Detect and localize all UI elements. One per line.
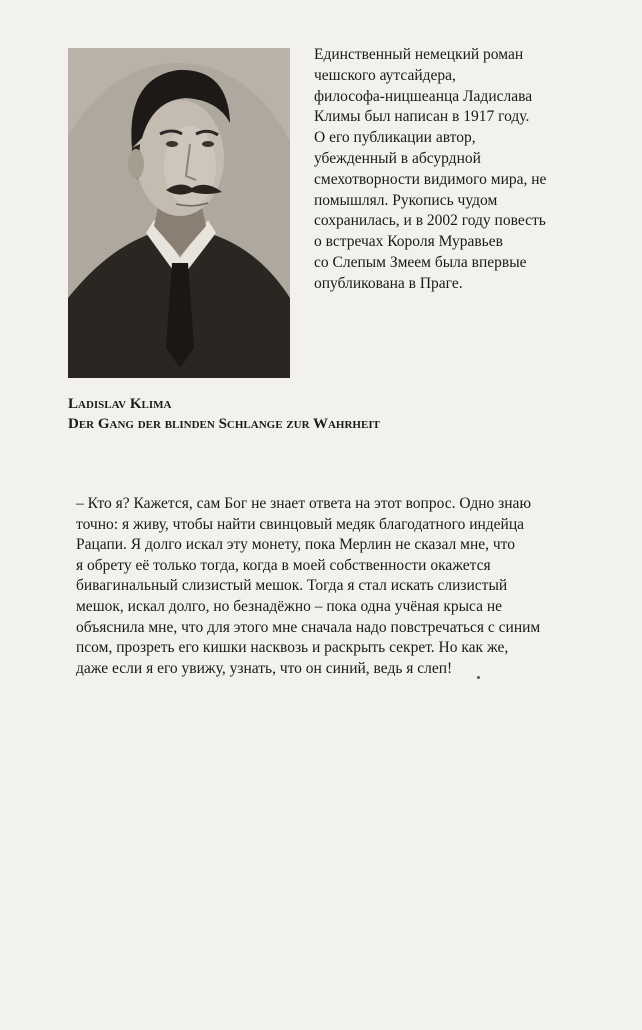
- quote-line: я обрету её только тогда, когда в моей собственности окажется: [76, 556, 491, 574]
- book-info: [68, 394, 588, 434]
- description-line: помышлял. Рукопись чудом: [314, 191, 498, 209]
- quote-line: – Кто я? Кажется, сам Бог не знает ответа на этот вопрос. Одно знаю: [76, 495, 532, 512]
- book-title: Der Gang der blinden Schlange zur Wahrheit: [68, 416, 380, 432]
- description-line: смехотворности видимого мира, не: [314, 170, 547, 188]
- description-line: опубликована в Праге.: [314, 274, 463, 292]
- quote-line: мешок, искал долго, но безнадёжно – пока одна учёная крыса не: [76, 597, 503, 615]
- description-line: О его публикации автор,: [314, 129, 476, 147]
- description-line: чешского аутсайдера,: [314, 66, 456, 84]
- description-line: со Слепым Змеем была впервые: [314, 253, 527, 271]
- quote-line: Рацапи. Я долго искал эту монету, пока Мерлин не сказал мне, что: [76, 536, 515, 554]
- quote-line: точно: я живу, чтобы найти свинцовый медяк благодатного индейца: [76, 515, 525, 533]
- quote-line: псом, прозреть его кишки насквозь и раскрыть секрет. Но как же,: [76, 639, 509, 657]
- portrait-icon: [68, 48, 290, 378]
- print-speck: [477, 676, 480, 679]
- description-line: Единственный немецкий роман: [314, 46, 524, 63]
- description-line: Климы был написан в 1917 году.: [314, 108, 530, 126]
- description-line: о встречах Короля Муравьев: [314, 233, 503, 251]
- book-quote: [76, 494, 616, 679]
- quote-line: объяснила мне, что для этого мне сначала надо повстречаться с синим: [76, 618, 541, 636]
- author-portrait-photo: [68, 48, 290, 378]
- description-line: сохранилась, и в 2002 году повесть: [314, 212, 546, 230]
- book-description: [314, 45, 589, 295]
- quote-line: бивагинальный слизистый мешок. Тогда я стал искать слизистый: [76, 577, 508, 595]
- description-line: философа-ницшеанца Ладислава: [314, 87, 533, 105]
- description-line: убежденный в абсурдной: [314, 149, 481, 167]
- author-name: Ladislav Klima: [68, 396, 172, 412]
- quote-line: даже если я его увижу, узнать, что он синий, ведь я слеп!: [76, 659, 453, 677]
